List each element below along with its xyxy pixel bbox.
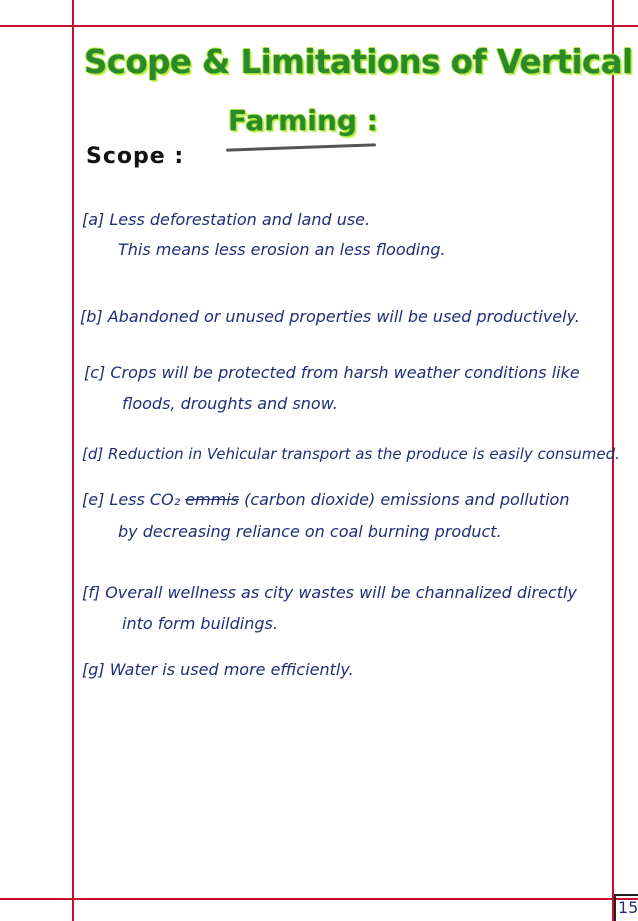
top-margin-line — [0, 25, 638, 27]
item-f-line2: into form buildings. — [122, 614, 278, 633]
title-underline — [226, 143, 376, 151]
page-number: 15 — [614, 894, 638, 921]
item-b-line1: [b] Abandoned or unused properties will be used productively. — [80, 307, 580, 326]
item-a-line2: This means less erosion an less flooding. — [118, 240, 446, 259]
item-e-suffix: (carbon dioxide) emissions and pollution — [239, 490, 570, 509]
item-c-line2: floods, droughts and snow. — [122, 394, 338, 413]
bottom-margin-line — [0, 898, 638, 900]
item-e-prefix: [e] Less CO₂ — [82, 490, 186, 509]
section-heading-scope: Scope : — [86, 144, 185, 169]
page-title-line1: Scope & Limitations of Vertical — [84, 42, 633, 81]
item-d-line1: [d] Reduction in Vehicular transport as the produce is easily consumed. — [82, 445, 620, 463]
item-c-line1: [c] Crops will be protected from harsh weather conditions like — [84, 363, 580, 382]
item-g-line1: [g] Water is used more efficiently. — [82, 660, 354, 679]
item-e-line1 — [82, 490, 569, 509]
item-a-line1: [a] Less deforestation and land use. — [82, 210, 371, 229]
left-margin-line — [72, 0, 74, 921]
page-title-line2: Farming : — [228, 104, 378, 137]
item-f-line1: [f] Overall wellness as city wastes will be channalized directly — [82, 583, 577, 602]
item-e-crossed-out-word: emmis — [185, 490, 239, 509]
item-e-line2: by decreasing reliance on coal burning product. — [118, 522, 502, 541]
